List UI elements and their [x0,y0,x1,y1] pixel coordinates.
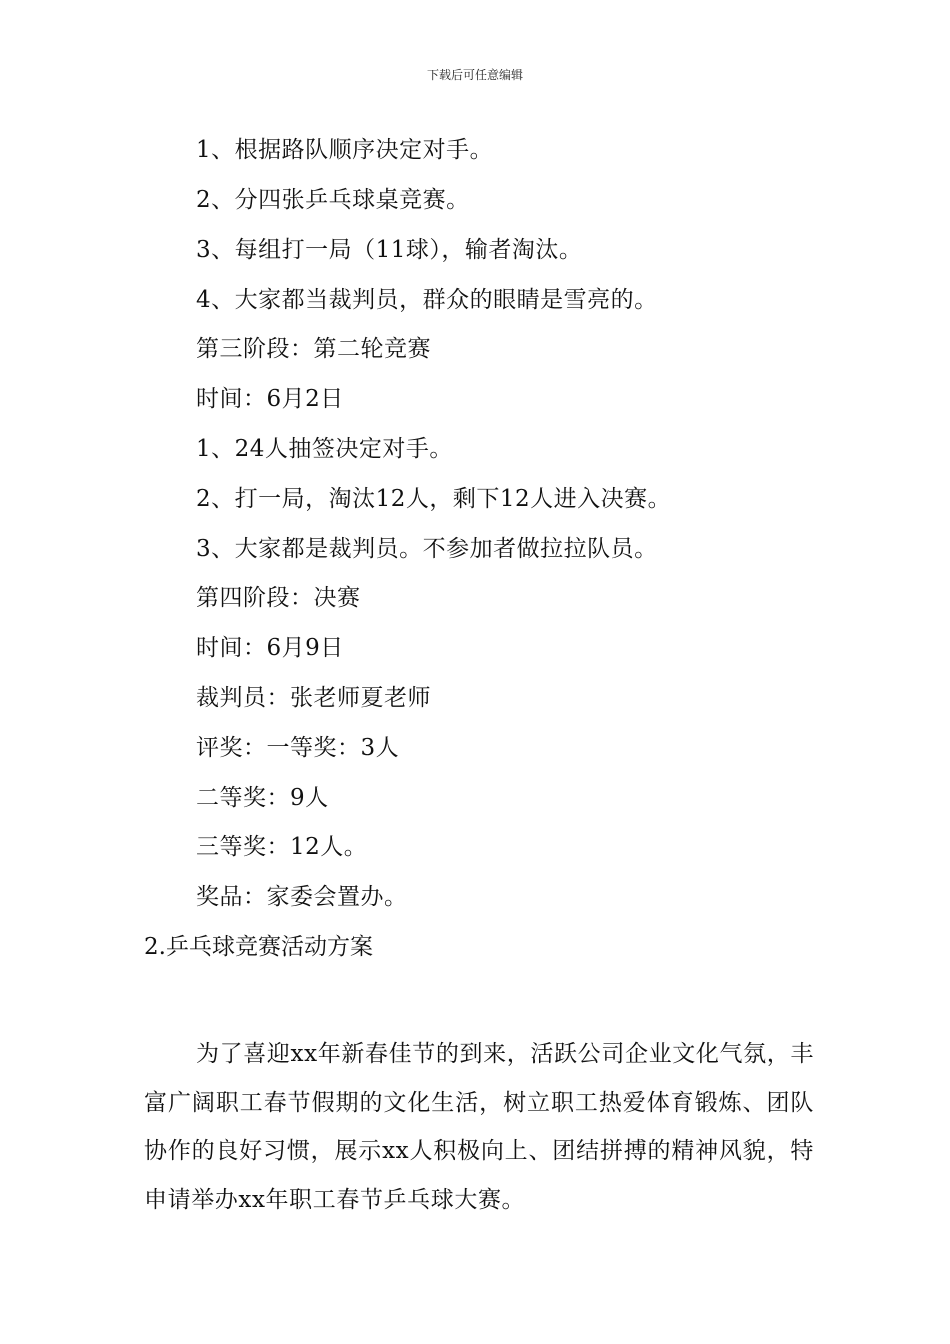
stage-four-time: 时间：6月9日 [196,635,344,661]
rule-line-2: 2、分四张乒乓球桌竞赛。 [196,187,470,213]
stage-three-time: 时间：6月2日 [196,386,344,412]
award-second-line: 二等奖：9人 [196,785,329,811]
stage-four-heading: 第四阶段：决赛 [196,585,361,611]
rule-line-3: 3、每组打一局（11球），输者淘汰。 [196,237,583,263]
award-first-line: 评奖：一等奖：3人 [196,735,400,761]
section-title: 2.乒乓球竞赛活动方案 [144,934,373,960]
award-third-line: 三等奖：12人。 [196,834,368,860]
page-header-note: 下载后可任意编辑 [426,68,523,82]
stage-three-heading: 第三阶段：第二轮竞赛 [196,336,431,362]
rule-line-4: 4、大家都当裁判员，群众的眼睛是雪亮的。 [196,287,658,313]
stage-three-item-3: 3、大家都是裁判员。不参加者做拉拉队员。 [196,536,658,562]
stage-three-item-2: 2、打一局，淘汰12人，剩下12人进入决赛。 [196,486,672,512]
stage-three-item-1: 1、24人抽签决定对手。 [196,436,453,462]
rule-line-1: 1、根据路队顺序决定对手。 [196,137,494,163]
prizes-line: 奖品：家委会置办。 [196,884,408,910]
intro-paragraph: 为了喜迎xx年新春佳节的到来，活跃公司企业文化气氛，丰富广阔职工春节假期的文化生活，树立职工热爱体育锻炼、团队协作的良好习惯，展示xx人积极向上、团结拼搏的精神风貌，特申请举办xx年职工春节乒乓球大赛。 [144,1041,814,1213]
referees-line: 裁判员：张老师夏老师 [196,685,431,711]
